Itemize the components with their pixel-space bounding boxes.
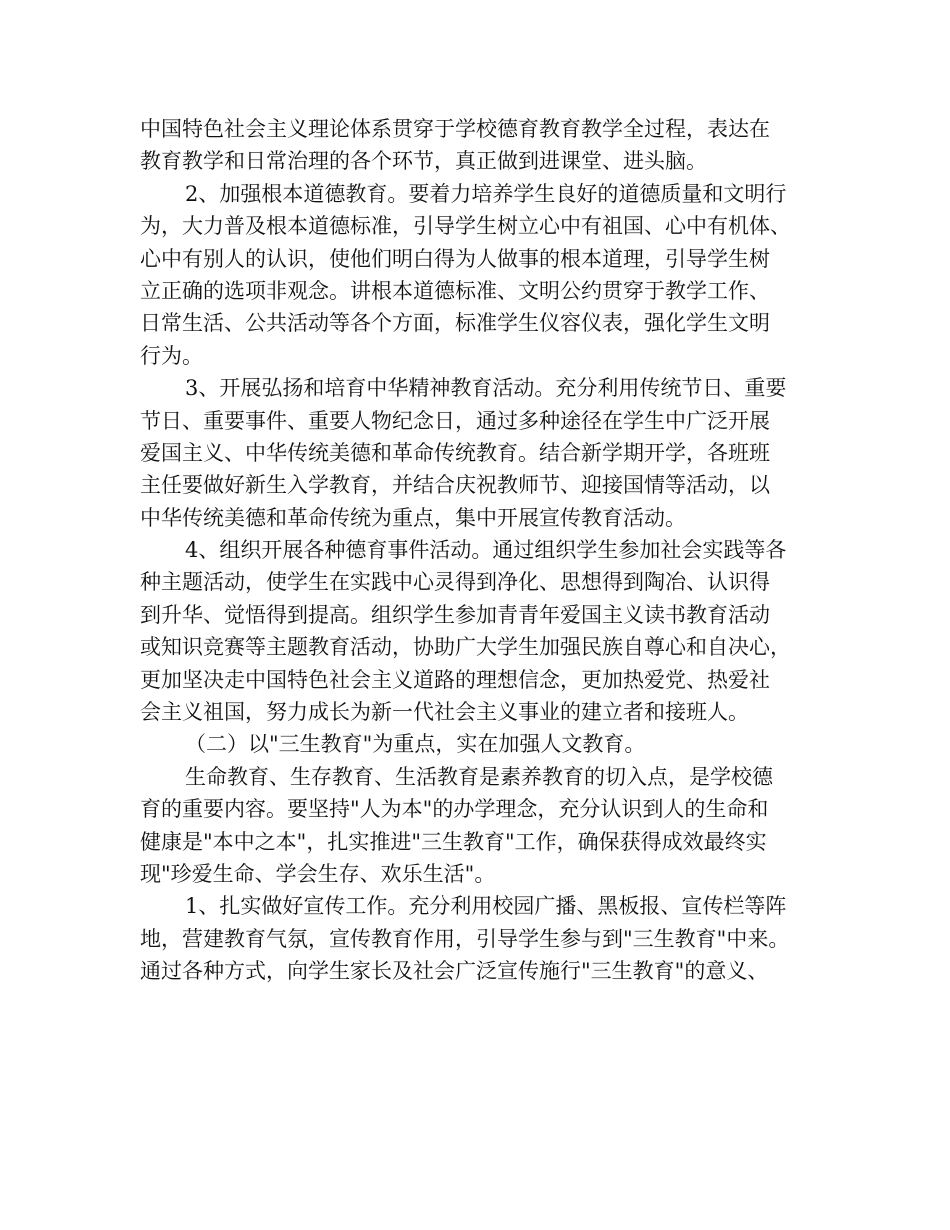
text-line: 教育教学和日常治理的各个环节，真正做到进课堂、进头脑。 bbox=[140, 149, 707, 174]
text-line: 3、开展弘扬和培育中华精神教育活动。充分利用传统节日、重要 bbox=[185, 376, 787, 401]
text-line: 1、扎实做好宣传工作。充分利用校园广播、黑板报、宣传栏等阵 bbox=[185, 894, 787, 919]
text-line: 爱国主义、中华传统美德和革命传统教育。结合新学期开学，各班班 bbox=[140, 440, 770, 465]
text-line: 育的重要内容。要坚持"人为本"的办学理念，充分认识到人的生命和 bbox=[140, 797, 769, 822]
text-line: 中华传统美德和革命传统为重点，集中开展宣传教育活动。 bbox=[140, 505, 686, 530]
text-line: 主任要做好新生入学教育，并结合庆祝教师节、迎接国情等活动，以 bbox=[140, 473, 770, 498]
text-line: 通过各种方式，向学生家长及社会广泛宣传施行"三生教育"的意义、 bbox=[140, 959, 769, 984]
text-line: 为，大力普及根本道德标准，引导学生树立心中有祖国、心中有机体、 bbox=[140, 214, 791, 239]
text-line: 立正确的选项非观念。讲根本道德标准、文明公约贯穿于教学工作、 bbox=[140, 278, 770, 303]
text-line: 种主题活动，使学生在实践中心灵得到净化、思想得到陶冶、认识得 bbox=[140, 570, 770, 595]
text-line: 日常生活、公共活动等各个方面，标准学生仪容仪表，强化学生文明 bbox=[140, 311, 770, 336]
section-heading: （二）以"三生教育"为重点，实在加强人文教育。 bbox=[185, 732, 646, 757]
text-line: 会主义祖国，努力成长为新一代社会主义事业的建立者和接班人。 bbox=[140, 700, 749, 725]
text-line: 行为。 bbox=[140, 343, 203, 368]
text-line: 到升华、觉悟得到提高。组织学生参加青青年爱国主义读书教育活动 bbox=[140, 602, 770, 627]
text-line: 心中有别人的认识，使他们明白得为人做事的根本道理，引导学生树 bbox=[140, 246, 770, 271]
text-line: 现"珍爱生命、学会生存、欢乐生活"。 bbox=[140, 861, 496, 886]
text-line: 更加坚决走中国特色社会主义道路的理想信念，更加热爱党、热爱社 bbox=[140, 667, 770, 692]
text-line: 中国特色社会主义理论体系贯穿于学校德育教育教学全过程，表达在 bbox=[140, 117, 770, 141]
text-line: 地，营建教育气氛，宣传教育作用，引导学生参与到"三生教育"中来。 bbox=[140, 926, 790, 951]
text-line: 2、加强根本道德教育。要着力培养学生良好的道德质量和文明行 bbox=[185, 181, 787, 206]
text-line: 健康是"本中之本"，扎实推进"三生教育"工作，确保获得成效最终实 bbox=[140, 829, 767, 854]
text-line: 节日、重要事件、重要人物纪念日，通过多种途径在学生中广泛开展 bbox=[140, 408, 770, 433]
text-line: 4、组织开展各种德育事件活动。通过组织学生参加社会实践等各 bbox=[185, 538, 787, 563]
text-line: 或知识竞赛等主题教育活动，协助广大学生加强民族自尊心和自决心， bbox=[140, 635, 791, 660]
text-line: 生命教育、生存教育、生活教育是素养教育的切入点，是学校德 bbox=[185, 764, 773, 789]
body-text bbox=[140, 113, 830, 988]
